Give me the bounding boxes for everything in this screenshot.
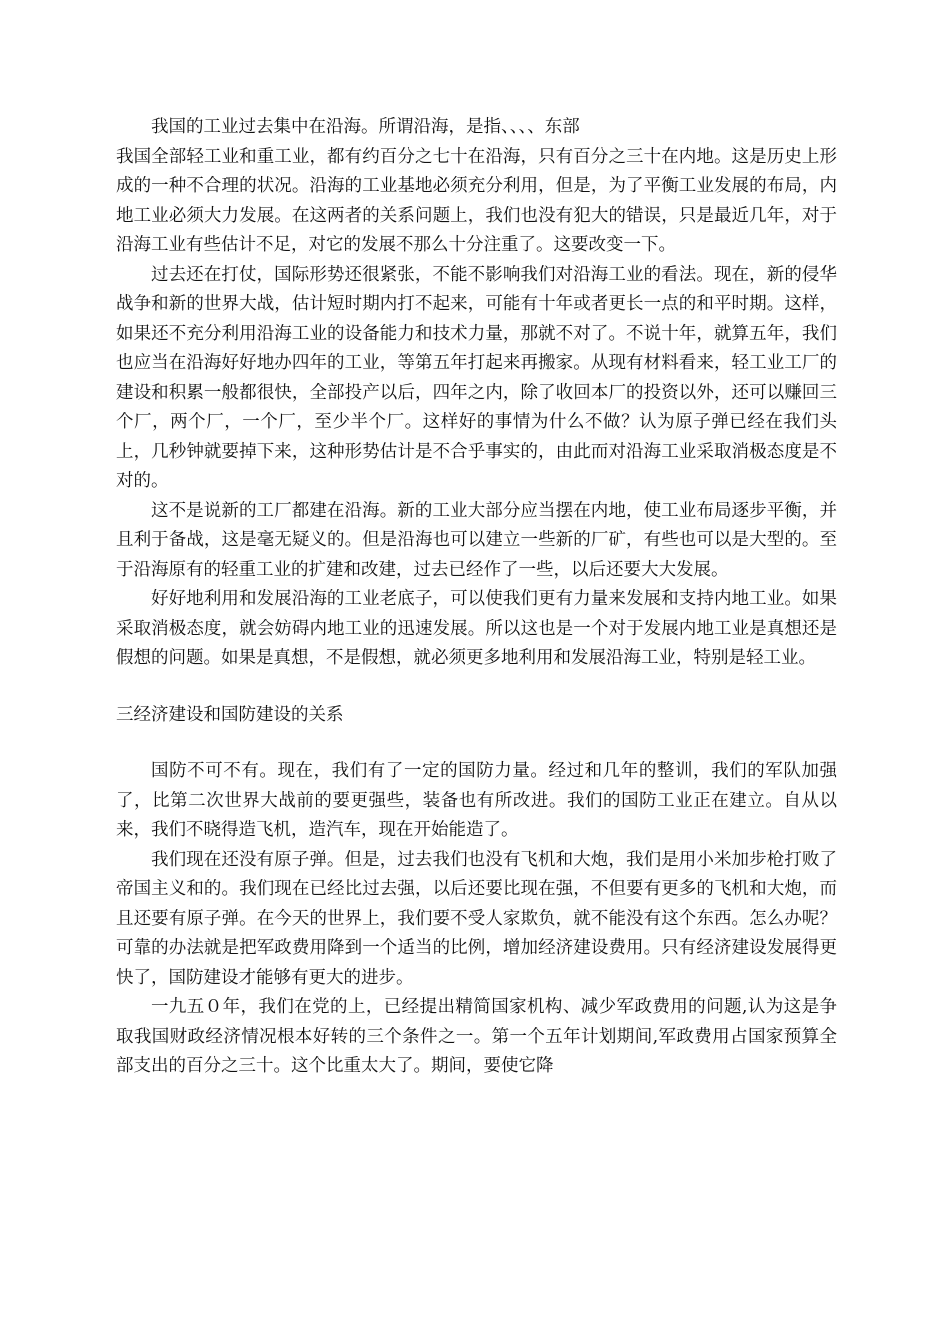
- paragraph-3: 过去还在打仗，国际形势还很紧张，不能不影响我们对沿海工业的看法。现在，新的侵华战争和新的世界大战，估计短时期内打不起来，可能有十年或者更长一点的和平时期。这样，如果还不充分利用沿海工业的设备能力和技术力量，那就不对了。不说十年，就算五年，我们也应当在沿海好好地办四年的工业，等第五年打起来再搬家。从现有材料看来，轻工业工厂的建设和积累一般都很快，全部投产以后，四年之内，除了收回本厂的投资以外，还可以赚回三个厂，两个厂，一个厂，至少半个厂。这样好的事情为什么不做？认为原子弹已经在我们头上，几秒钟就要掉下来，这种形势估计是不合乎事实的，由此而对沿海工业采取消极态度是不对的。: [116, 264, 837, 491]
- paragraph-8: 一九五０年，我们在党的上，已经提出精简国家机构、减少军政费用的问题,认为这是争取我国财政经济情况根本好转的三个条件之一。第一个五年计划期间,军政费用占国家预算全部支出的百分之三十。这个比重太大了。期间，要使它降: [116, 997, 837, 1076]
- paragraph-2: 我国全部轻工业和重工业，都有约百分之七十在沿海，只有百分之三十在内地。这是历史上形成的一种不合理的状况。沿海的工业基地必须充分利用，但是，为了平衡工业发展的布局，内地工业必须大力发展。在这两者的关系问题上，我们也没有犯大的错误，只是最近几年，对于沿海工业有些估计不足，对它的发展不那么十分注重了。这要改变一下。: [116, 146, 837, 255]
- section-heading: 三经济建设和国防建设的关系: [116, 704, 344, 725]
- paragraph-6: 国防不可不有。现在，我们有了一定的国防力量。经过和几年的整训，我们的军队加强了，比第二次世界大战前的要更强些，装备也有所改进。我们的国防工业正在建立。自从以来，我们不晓得造飞机，造汽车，现在开始能造了。: [116, 761, 837, 840]
- paragraph-4: 这不是说新的工厂都建在沿海。新的工业大部分应当摆在内地，使工业布局逐步平衡，并且利于备战，这是毫无疑义的。但是沿海也可以建立一些新的厂矿，有些也可以是大型的。至于沿海原有的轻重工业的扩建和改建，过去已经作了一些，以后还要大大发展。: [116, 500, 837, 580]
- paragraph-5: 好好地利用和发展沿海的工业老底子，可以使我们更有力量来发展和支持内地工业。如果采取消极态度，就会妨碍内地工业的迅速发展。所以这也是一个对于发展内地工业是真想还是假想的问题。如果是真想，不是假想，就必须更多地利用和发展沿海工业，特别是轻工业。: [116, 589, 837, 668]
- paragraph-7: 我们现在还没有原子弹。但是，过去我们也没有飞机和大炮，我们是用小米加步枪打败了帝国主义和的。我们现在已经比过去强，以后还要比现在强，不但要有更多的飞机和大炮，而且还要有原子弹。在今天的世界上，我们要不受人家欺负，就不能没有这个东西。怎么办呢？可靠的办法就是把军政费用降到一个适当的比例，增加经济建设费用。只有经济建设发展得更快了，国防建设才能够有更大的进步。: [116, 849, 837, 988]
- document-page: [116, 113, 837, 1082]
- paragraph-1: 我国的工业过去集中在沿海。所谓沿海，是指、、、、东部: [151, 117, 580, 137]
